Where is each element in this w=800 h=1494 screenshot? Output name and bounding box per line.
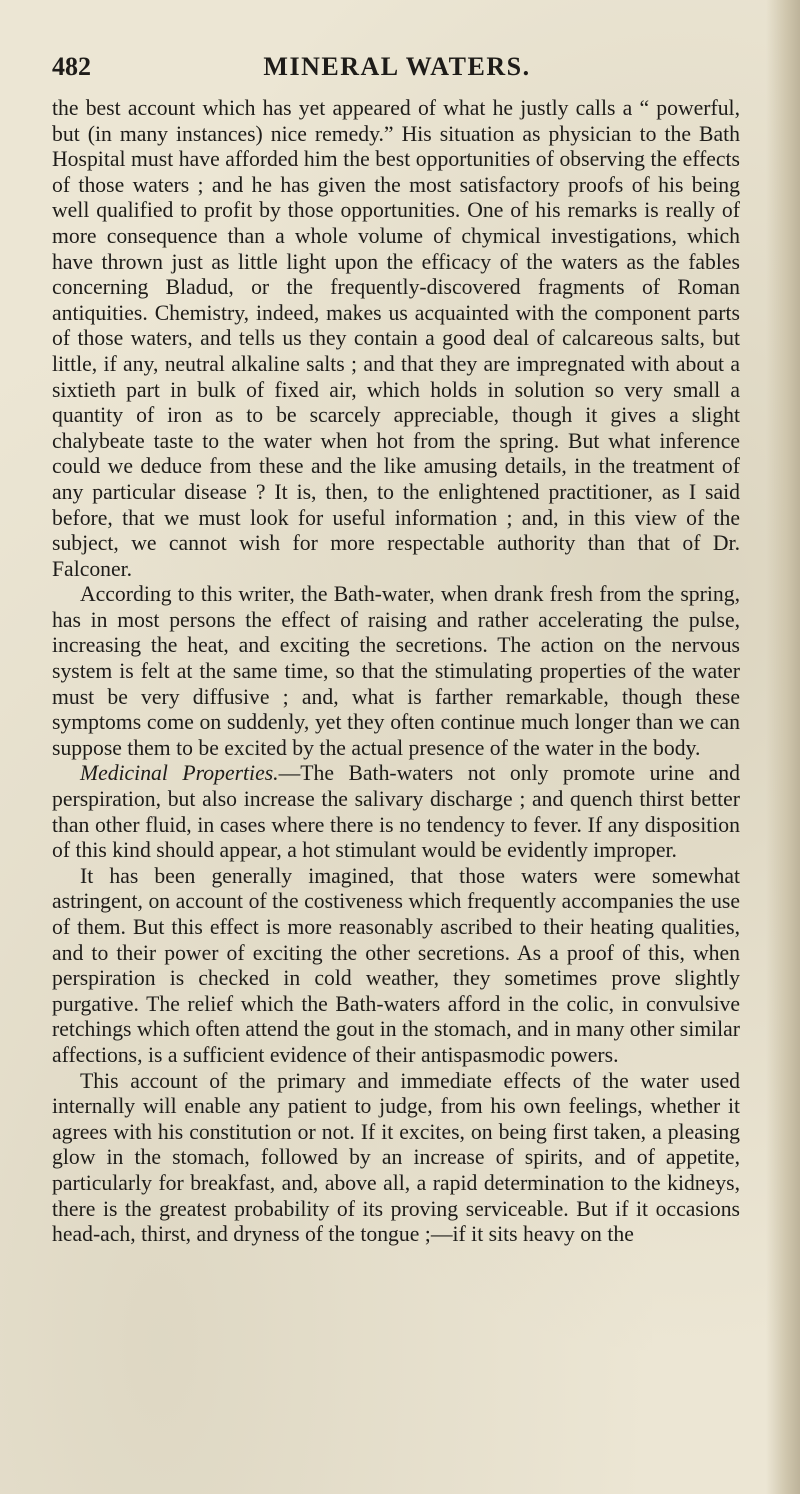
body-text (52, 96, 740, 1248)
paragraph (52, 1069, 740, 1248)
section-heading: Medicinal Properties. (80, 761, 279, 786)
paragraph-text: This account of the primary and immediate effects of the water used internally will enable any patient to judge, from his own feelings, whether it agrees with his constitution or not. If it excites, on being first taken, a pleasing glow in the stomach, followed by an increase of spirits, and of appetite, particularly for breakfast, and, above all, a rapid determination to the kidneys, there is the greatest probability of its proving serviceable. But if it occasions head-ach, thirst, and dryness of the tongue ;—if it sits heavy on the (52, 1068, 740, 1247)
paragraph-text: —The Bath-waters not only promote urine and perspiration, but also increase the salivary discharge ; and quench thirst better than other fluid, in cases where there is no tendency to fever. If any disposition of this kind should appear, a hot stimulant would be evidently improper. (52, 761, 740, 863)
paragraph (52, 761, 740, 863)
page-edge-shadow (766, 0, 800, 1494)
page-number: 482 (52, 52, 91, 81)
paragraph-text: the best account which has yet appeared of what he justly calls a “ powerful, but (in many instances) nice remedy.” His situation as physician to the Bath Hospital must have afforded him the best opportunities of observing the effects of those waters ; and he has given the most satisfactory proofs of his being well qualified to profit by those opportunities. One of his remarks is really of more consequence than a whole volume of chymical investigations, which have thrown just as little light upon the efficacy of the waters as the fables concerning Bladud, or the frequently-discovered fragments of Roman antiquities. Chemistry, indeed, makes us acquainted with the component parts of those waters, and tells us they contain a good deal of calcareous salts, but little, if any, neutral alkaline salts ; and that they are impregnated with about a sixtieth part in bulk of fixed air, which holds in solution so very small a quantity of iron as to be scarcely appreciable, though it gives a slight chalybeate taste to the water when hot from the spring. But what inference could we deduce from these and the like amusing details, in the treatment of any particular disease ? It is, then, to the enlightened practitioner, as I said before, that we must look for useful information ; and, in this view of the subject, we cannot wish for more respectable authority than that of Dr. Falconer. (52, 96, 740, 581)
paragraph (52, 96, 740, 582)
paragraph-text: According to this writer, the Bath-water, when drank fresh from the spring, has in most persons the effect of raising and rather accelerating the pulse, increasing the heat, and exciting the secretions. The action on the nervous system is felt at the same time, so that the stimulating properties of the water must be very diffusive ; and, what is farther remarkable, though these symptoms come on suddenly, yet they often continue much longer than we can suppose them to be excited by the actual presence of the water in the body. (52, 582, 740, 760)
paragraph-text: It has been generally imagined, that those waters were somewhat astringent, on account of the costiveness which frequently accompanies the use of them. But this effect is more reasonably ascribed to their heating qualities, and to their power of exciting the other secretions. As a proof of this, when perspiration is checked in cold weather, they sometimes prove slightly purgative. The relief which the Bath-waters afford in the colic, in convulsive retchings which often attend the gout in the stomach, and in many other similar affections, is a sufficient evidence of their antispasmodic powers. (52, 863, 740, 1067)
paragraph (52, 864, 740, 1069)
running-head: MINERAL WATERS. (263, 52, 531, 81)
paragraph (52, 582, 740, 761)
page-header (52, 50, 742, 90)
